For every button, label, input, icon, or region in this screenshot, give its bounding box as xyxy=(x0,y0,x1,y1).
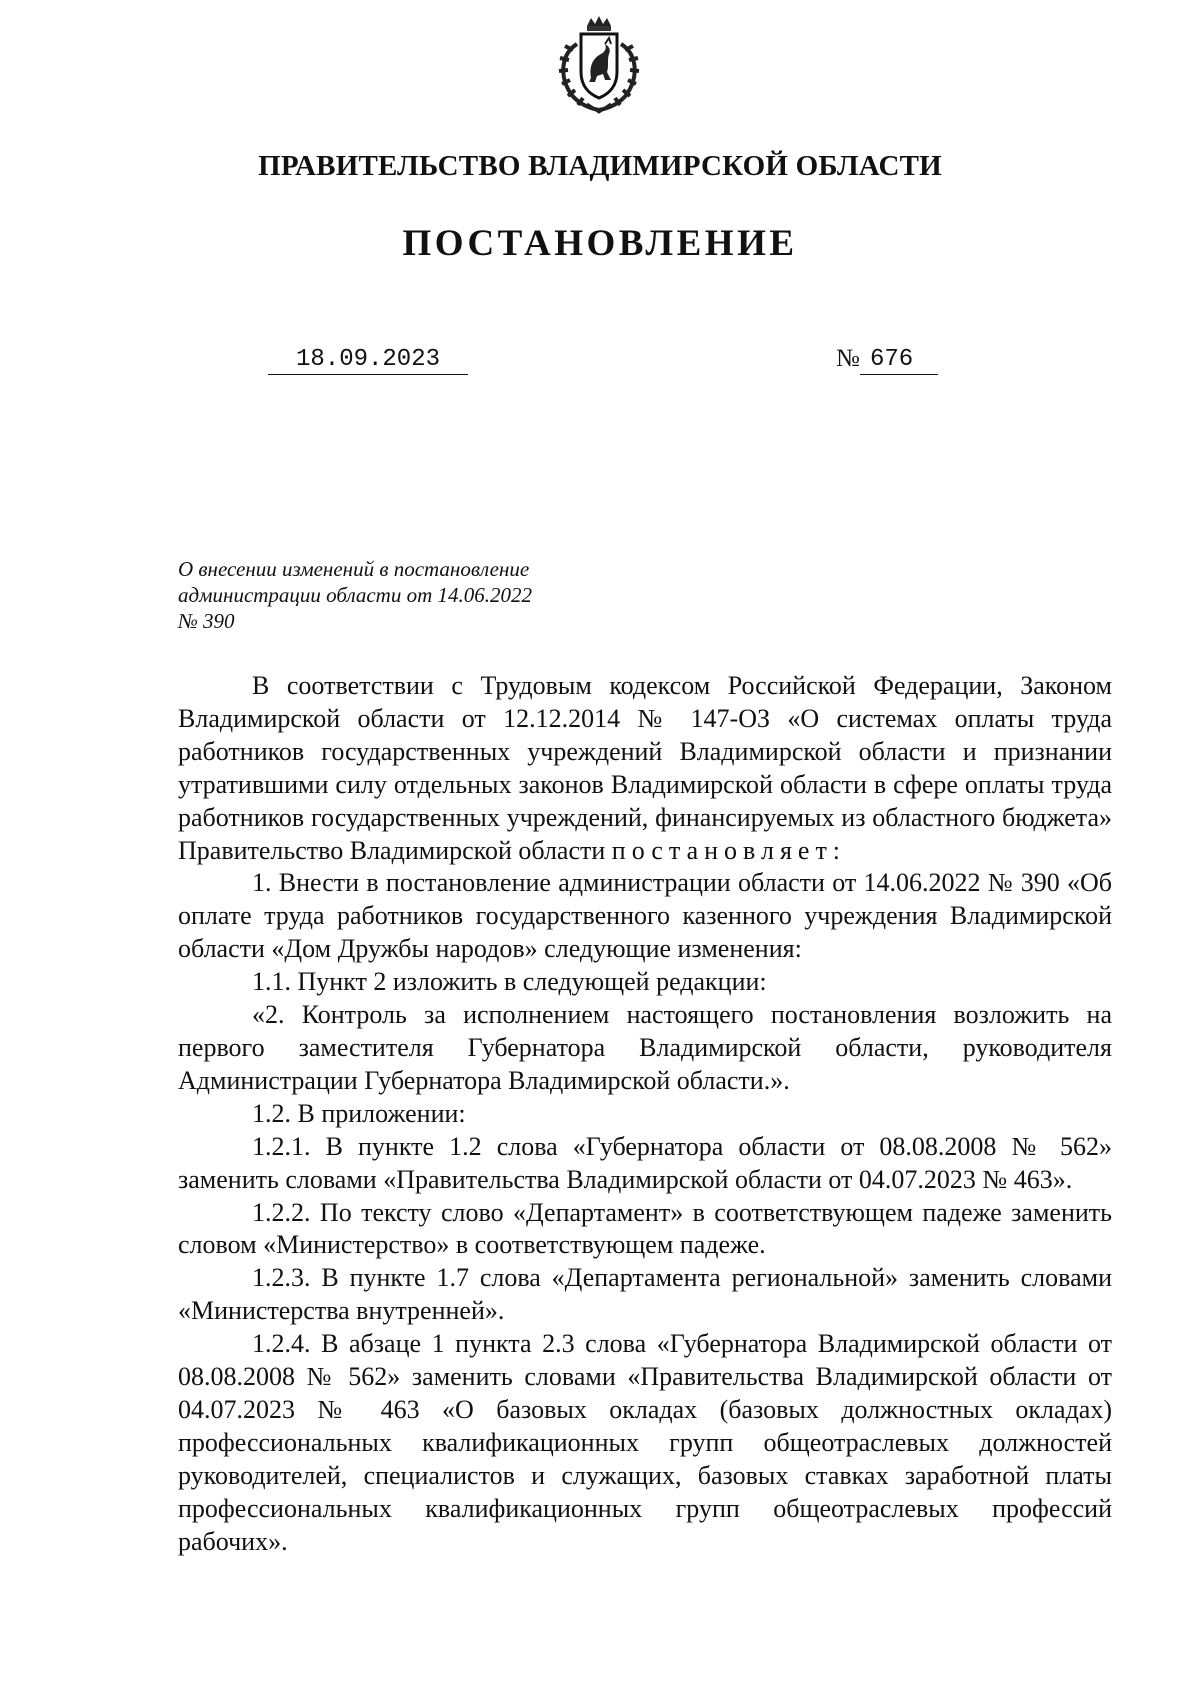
subject-line: О внесении изменений в постановление xyxy=(178,557,530,581)
preamble-paragraph xyxy=(178,670,1112,867)
paragraph-1-2-3: 1.2.3. В пункте 1.7 слова «Департамента региональной» заменить словами «Министерства внутренней». xyxy=(178,1263,1112,1326)
paragraph-1-2-4: 1.2.4. В абзаце 1 пункта 2.3 слова «Губернатора Владимирской области от 08.08.2008 № 562» заменить словами «Правительства Владимирской области от 04.07.2023 № 463 «О базовых окладах (базовых должностных окладах) профессиональных квалификационных групп общеотраслевых должностей руководителей, специалистов и служащих, базовых ставках заработной платы профессиональных квалификационных групп общеотраслевых профессий рабочих». xyxy=(178,1329,1112,1556)
number-sign: № xyxy=(836,345,860,372)
paragraph-1: 1. Внести в постановление администрации области от 14.06.2022 № 390 «Об оплате труда работников государственного казенного учреждения Владимирской области «Дом Дружбы народов» следующие изменения: xyxy=(178,868,1112,964)
paragraph-1-1: 1.1. Пункт 2 изложить в следующей редакции: xyxy=(252,967,767,997)
preamble-text: В соответствии с Трудовым кодексом Российской Федерации, Законом Владимирской области от 12.12.2014 № 147-ОЗ «О системах оплаты труда работников государственных учреждений Владимирской области и признании утратившими силу отдельных законов Владимирской области в сфере оплаты труда работников государственных учреждений, финансируемых из областного бюджета» Правительство Владимирской области xyxy=(178,671,1112,865)
decree-word: постановляет: xyxy=(611,835,847,865)
paragraph-1-1-text: «2. Контроль за исполнением настоящего постановления возложить на первого заместителя Губернатора Владимирской области, руководителя Администрации Губернатора Владимирской области.». xyxy=(178,1000,1112,1095)
document-body xyxy=(178,670,1112,1558)
number-underline xyxy=(860,374,938,375)
organization-title: ПРАВИТЕЛЬСТВО ВЛАДИМИРСКОЙ ОБЛАСТИ xyxy=(258,150,942,182)
document-type-title: ПОСТАНОВЛЕНИЕ xyxy=(402,223,798,264)
document-date: 18.09.2023 xyxy=(295,346,441,373)
subject-line: администрации области от 14.06.2022 xyxy=(178,583,533,607)
document-subject xyxy=(178,556,532,634)
paragraph-1-2-2: 1.2.2. По тексту слово «Департамент» в соответствующем падеже заменить словом «Министерство» в соответствующем падеже. xyxy=(178,1197,1112,1260)
paragraph-1-2: 1.2. В приложении: xyxy=(252,1098,466,1128)
coat-of-arms-icon xyxy=(553,14,645,114)
subject-line: № 390 xyxy=(178,609,235,633)
paragraph-1-2-1: 1.2.1. В пункте 1.2 слова «Губернатора области от 08.08.2008 № 562» заменить словами «Правительства Владимирской области от 04.07.2023 № 463». xyxy=(178,1131,1112,1194)
document-number: 676 xyxy=(870,346,914,373)
date-underline xyxy=(268,374,468,375)
